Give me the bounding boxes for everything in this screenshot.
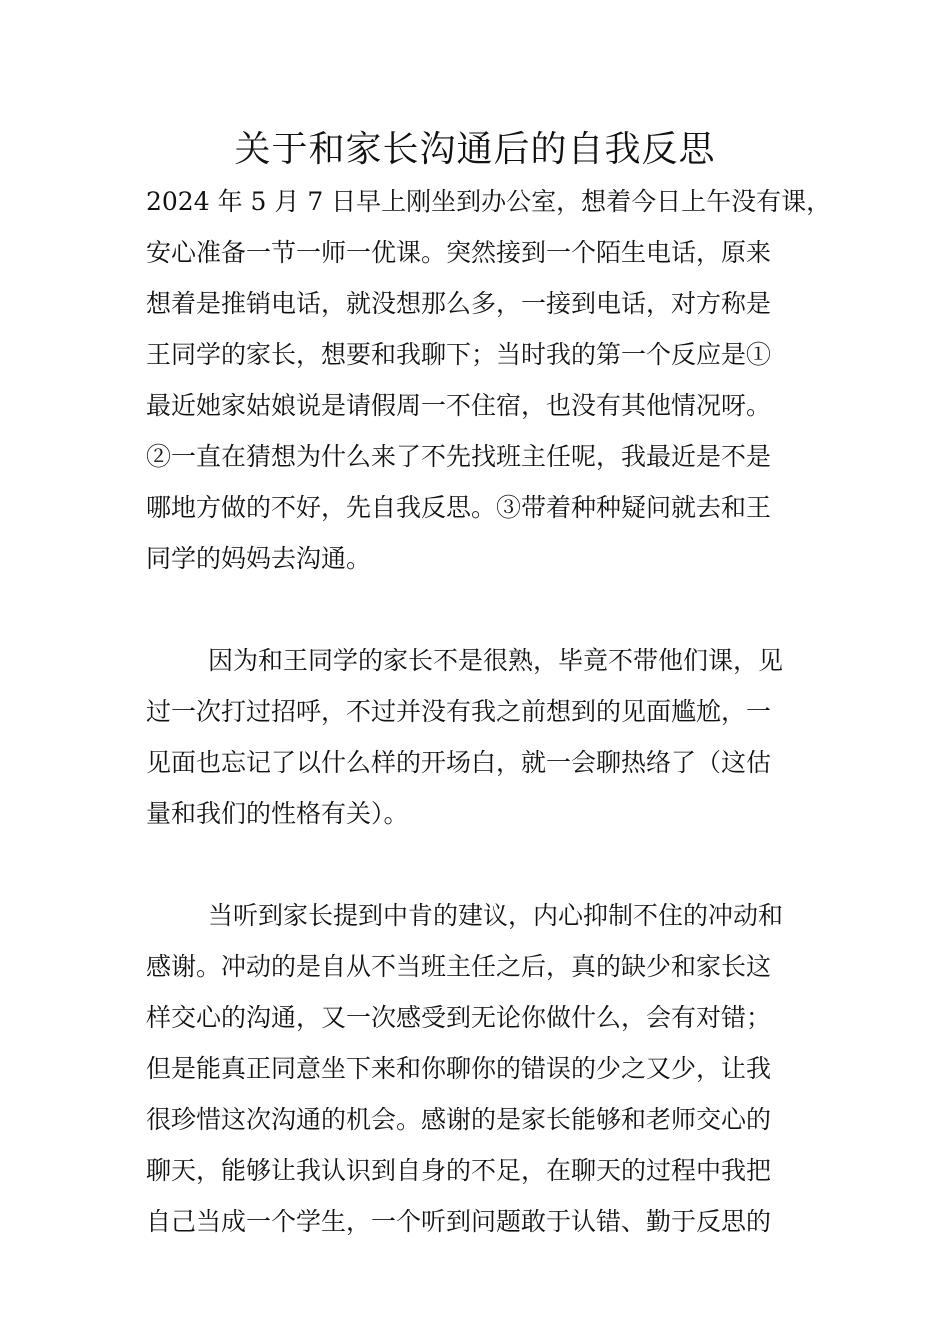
text-line: 哪地方做的不好，先自我反思。③带着种种疑问就去和王 — [146, 493, 772, 522]
document-body — [146, 176, 832, 1247]
text-line-wrapper — [146, 635, 821, 686]
text-line: 当听到家长提到中肯的建议，内心抑制不住的冲动和 — [208, 901, 784, 930]
paragraph-spacer — [146, 584, 821, 635]
text-line: 自己当成一个学生，一个听到问题敢于认错、勤于反思的 — [146, 1207, 772, 1236]
paragraph-2 — [146, 635, 821, 839]
text-line: 感谢。冲动的是自从不当班主任之后，真的缺少和家长这 — [146, 952, 772, 981]
paragraph-spacer — [146, 839, 821, 890]
text-line: 2024 年 5 月 7 日早上刚坐到办公室，想着今日上午没有课， — [146, 187, 832, 216]
text-line: 很珍惜这次沟通的机会。感谢的是家长能够和老师交心的 — [146, 1105, 772, 1134]
text-line: 样交心的沟通，又一次感受到无论你做什么，会有对错； — [146, 1003, 772, 1032]
text-line: 最近她家姑娘说是请假周一不住宿，也没有其他情况呀。 — [146, 391, 772, 420]
text-line: 量和我们的性格有关）。 — [146, 799, 409, 828]
text-line: 聊天，能够让我认识到自身的不足，在聊天的过程中我把 — [146, 1156, 772, 1185]
text-line: 想着是推销电话，就没想那么多，一接到电话，对方称是 — [146, 289, 772, 318]
text-line: ②一直在猜想为什么来了不先找班主任呢，我最近是不是 — [146, 442, 772, 471]
text-line: 因为和王同学的家长不是很熟，毕竟不带他们课，见 — [208, 646, 784, 675]
paragraph-3 — [146, 890, 821, 1247]
text-line: 安心准备一节一师一优课。突然接到一个陌生电话，原来 — [146, 238, 772, 267]
text-line: 但是能真正同意坐下来和你聊你的错误的少之又少，让我 — [146, 1054, 772, 1083]
text-line: 见面也忘记了以什么样的开场白，就一会聊热络了（这估 — [146, 748, 772, 777]
text-line-wrapper — [146, 890, 821, 941]
paragraph-1 — [146, 176, 832, 584]
text-line: 过一次打过招呼，不过并没有我之前想到的见面尴尬，一 — [146, 697, 772, 726]
text-line: 同学的妈妈去沟通。 — [146, 544, 372, 573]
document-title: 关于和家长沟通后的自我反思 — [234, 129, 716, 170]
text-line: 王同学的家长，想要和我聊下；当时我的第一个反应是① — [146, 340, 772, 369]
